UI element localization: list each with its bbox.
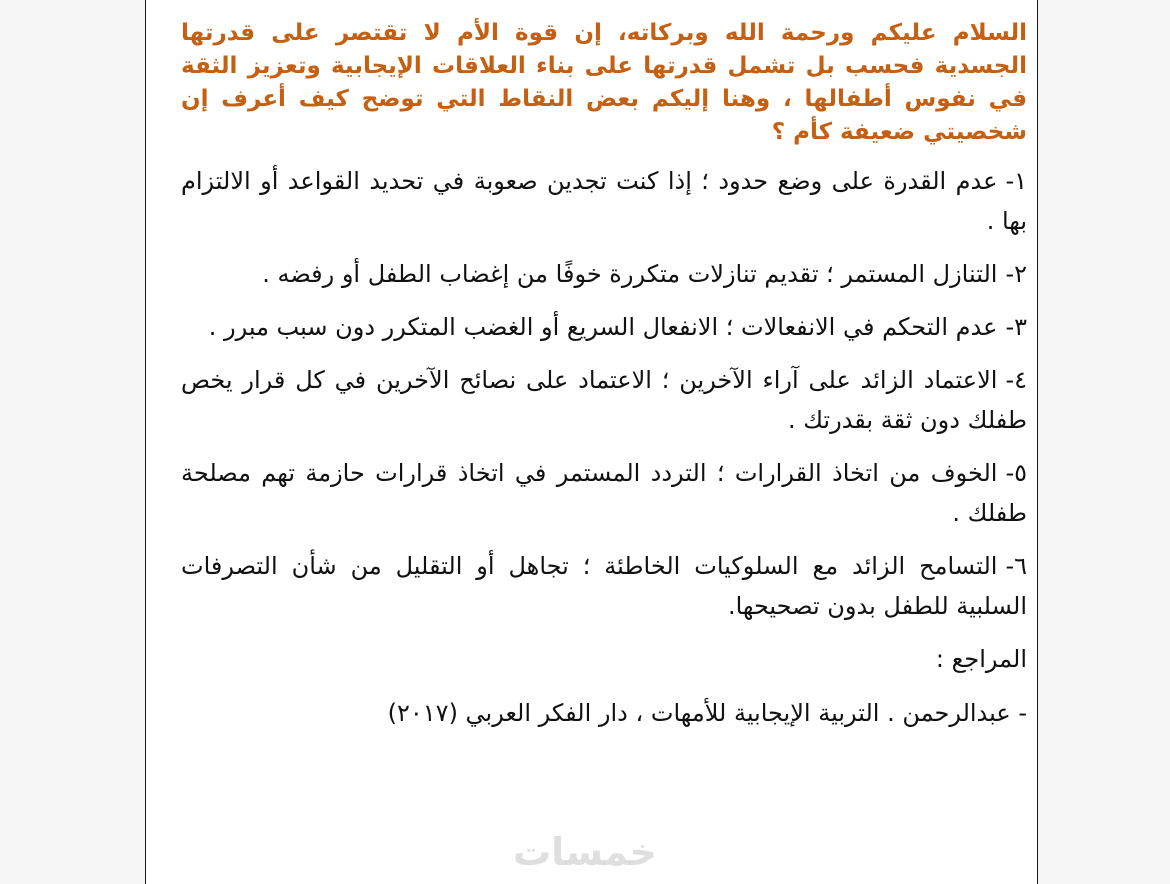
references-title: المراجع :	[935, 645, 1027, 673]
list-item-6	[181, 546, 1027, 626]
item-text: الخوف من اتخاذ القرارات ؛ التردد المستمر في اتخاذ قرارات حازمة تهم مصلحة طفلك .	[181, 459, 1027, 527]
item-number: ٤-	[1005, 366, 1027, 394]
item-number: ٦-	[1005, 552, 1027, 580]
list-item-3	[181, 307, 1027, 347]
item-text: عدم التحكم في الانفعالات ؛ الانفعال السريع أو الغضب المتكرر دون سبب مبرر .	[208, 313, 998, 341]
reference-item: - عبدالرحمن . التربية الإيجابية للأمهات ، دار الفكر العربي (٢٠١٧)	[387, 699, 1027, 727]
document-content	[181, 17, 1027, 733]
item-text: التسامح الزائد مع السلوكيات الخاطئة ؛ تجاهل أو التقليل من شأن التصرفات السلبية للطفل بدون تصحيحها.	[181, 552, 1027, 620]
intro-paragraph: السلام عليكم ورحمة الله وبركاته، إن قوة الأم لا تقتصر على قدرتها الجسدية فحسب بل تشمل قدرتها على بناء العلاقات الإيجابية وتعزيز الثقة في نفوس أطفالها ، وهنا إليكم بعض النقاط التي توضح كيف أعرف إن شخصيتي ضعيفة كأم ؟	[181, 20, 1027, 145]
list-item-4	[181, 360, 1027, 440]
item-text: التنازل المستمر ؛ تقديم تنازلات متكررة خوفًا من إغضاب الطفل أو رفضه .	[262, 260, 998, 288]
watermark-logo: خمسات	[513, 830, 657, 874]
list-item-2	[181, 254, 1027, 294]
list-item-1	[181, 161, 1027, 241]
list-item-5	[181, 453, 1027, 533]
item-number: ٣-	[1005, 313, 1027, 341]
item-text: عدم القدرة على وضع حدود ؛ إذا كنت تجدين صعوبة في تحديد القواعد أو الالتزام بها .	[181, 167, 1027, 235]
item-text: الاعتماد الزائد على آراء الآخرين ؛ الاعتماد على نصائح الآخرين في كل قرار يخص طفلك دون ثقة بقدرتك .	[181, 366, 1027, 434]
document-page	[145, 0, 1038, 884]
item-number: ١-	[1005, 167, 1027, 195]
item-number: ٢-	[1005, 260, 1027, 288]
item-number: ٥-	[1005, 459, 1027, 487]
